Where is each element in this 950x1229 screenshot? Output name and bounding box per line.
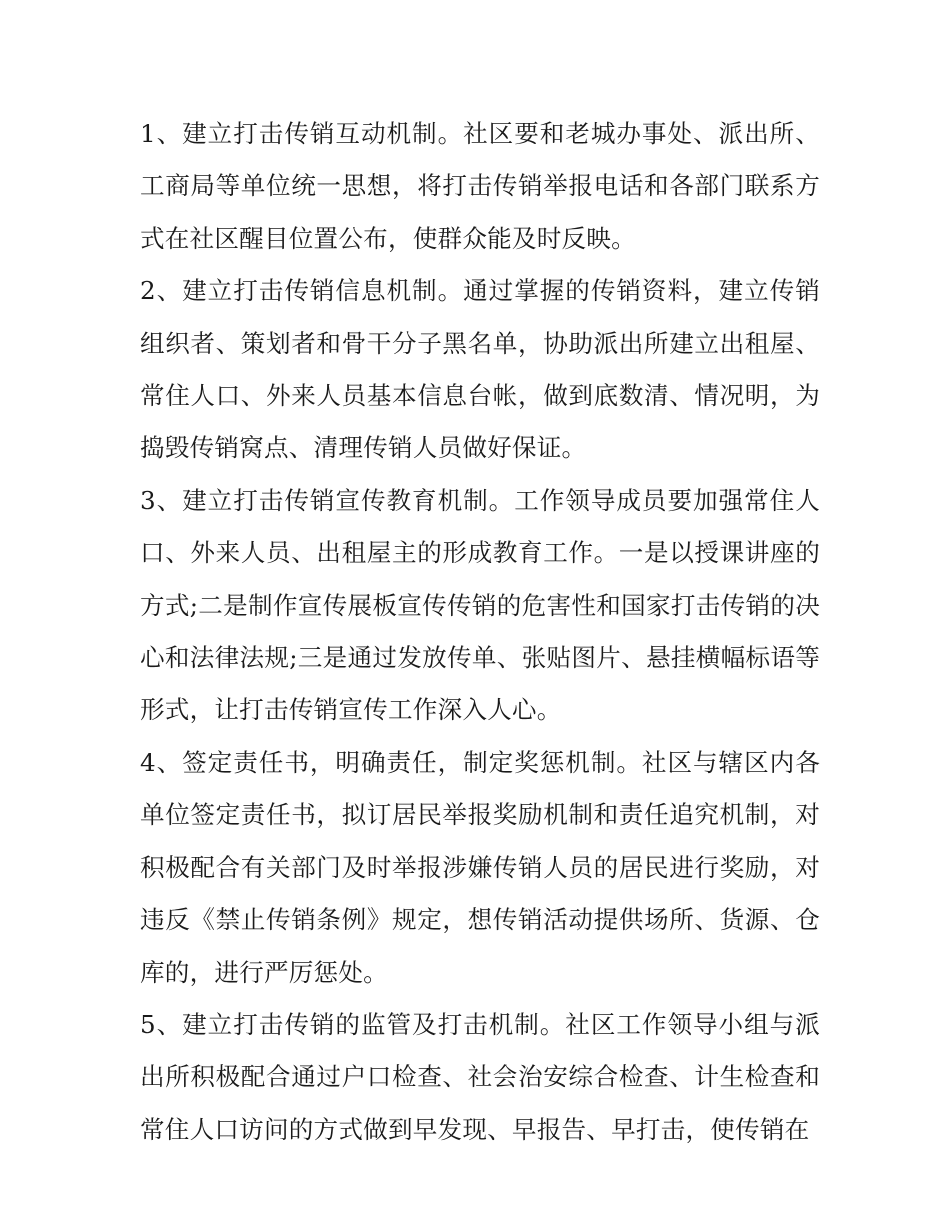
- paragraph-2: 2、建立打击传销信息机制。通过掌握的传销资料，建立传销组织者、策划者和骨干分子黑名单，协助派出所建立出租屋、常住人口、外来人员基本信息台帐，做到底数清、情况明，为捣毁传销窝点、清理传销人员做好保证。: [140, 276, 820, 463]
- paragraph-4: 4、签定责任书，明确责任，制定奖惩机制。社区与辖区内各单位签定责任书，拟订居民举报奖励机制和责任追究机制，对积极配合有关部门及时举报涉嫌传销人员的居民进行奖励，对违反《禁止传销条例》规定，想传销活动提供场所、货源、仓库的，进行严厉惩处。: [140, 747, 820, 987]
- document-body: [140, 108, 820, 1156]
- paragraph-5: 5、建立打击传销的监管及打击机制。社区工作领导小组与派出所积极配合通过户口检查、社会治安综合检查、计生检查和常住人口访问的方式做到早发现、早报告、早打击，使传销在: [140, 1009, 820, 1144]
- paragraph-1: 1、建立打击传销互动机制。社区要和老城办事处、派出所、工商局等单位统一思想，将打击传销举报电话和各部门联系方式在社区醒目位置公布，使群众能及时反映。: [140, 119, 820, 253]
- paragraph-3: 3、建立打击传销宣传教育机制。工作领导成员要加强常住人口、外来人员、出租屋主的形成教育工作。一是以授课讲座的方式;二是制作宣传展板宣传传销的危害性和国家打击传销的决心和法律法规;三是通过发放传单、张贴图片、悬挂横幅标语等形式，让打击传销宣传工作深入人心。: [140, 485, 820, 725]
